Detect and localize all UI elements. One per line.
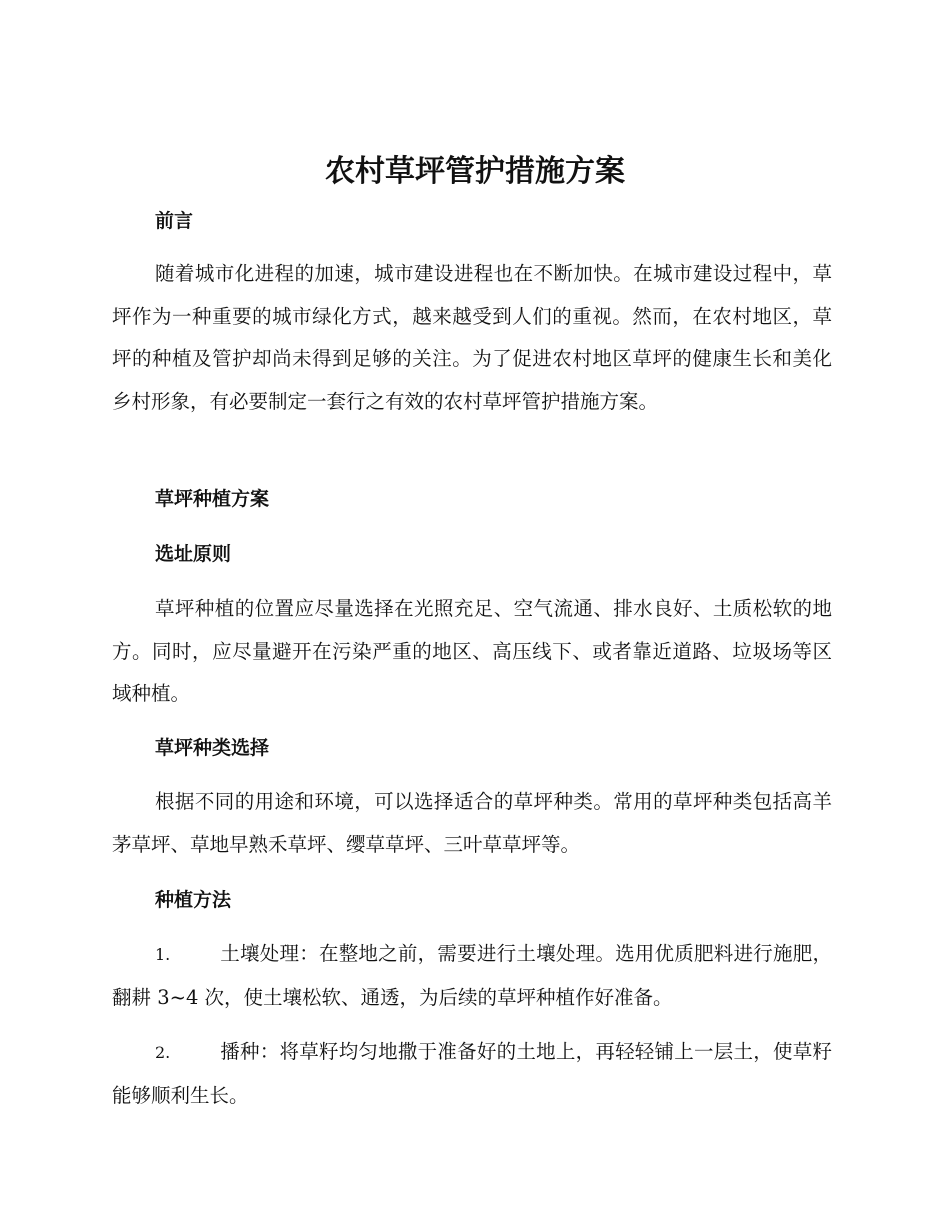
paragraph-preface: 随着城市化进程的加速，城市建设进程也在不断加快。在城市建设过程中，草坪作为一种重要的城市绿化方式，越来越受到人们的重视。然而，在农村地区，草坪的种植及管护却尚未得到足够的关注。为了促进农村地区草坪的健康生长和美化乡村形象，有必要制定一套行之有效的农村草坪管护措施方案。: [112, 262, 832, 413]
list-item-number: 2.: [155, 1043, 171, 1062]
heading-species-selection: 草坪种类选择: [155, 737, 270, 759]
paragraph-species-selection: 根据不同的用途和环境，可以选择适合的草坪种类。常用的草坪种类包括高羊茅草坪、草地早熟禾草坪、缨草草坪、三叶草草坪等。: [112, 790, 832, 856]
document-title: 农村草坪管护措施方案: [325, 154, 625, 189]
heading-planting-plan: 草坪种植方案: [155, 488, 270, 510]
heading-preface: 前言: [155, 210, 194, 232]
list-item: [112, 1031, 832, 1117]
list-item-text: 土壤处理：在整地之前，需要进行土壤处理。选用优质肥料进行施肥，翻耕 3~4 次，使土壤松软、通透，为后续的草坪种植作好准备。: [112, 942, 832, 1009]
heading-planting-method: 种植方法: [155, 889, 232, 911]
list-item: [112, 933, 832, 1019]
list-item-number: 1.: [155, 945, 171, 964]
list-item-text: 播种：将草籽均匀地撒于准备好的土地上，再轻轻铺上一层土，使草籽能够顺利生长。: [112, 1040, 832, 1107]
paragraph-site-selection: 草坪种植的位置应尽量选择在光照充足、空气流通、排水良好、土质松软的地方。同时，应尽量避开在污染严重的地区、高压线下、或者靠近道路、垃圾场等区域种植。: [112, 597, 832, 705]
heading-site-selection: 选址原则: [155, 543, 232, 565]
